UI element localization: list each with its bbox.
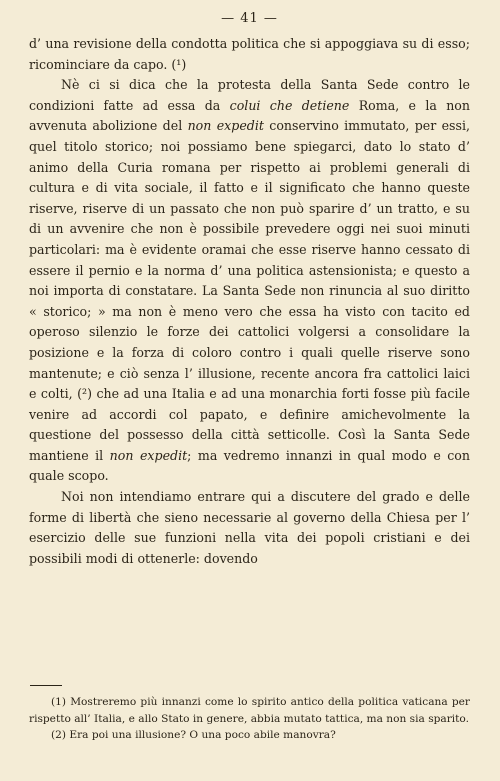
footnote-1: (1) Mostreremo più innanzi come lo spirito antico della politica vaticana per rispetto all’ Italia, e allo Stato in genere, abbia mutato tattica, ma non sia sparito. xyxy=(29,696,470,725)
footnote-divider xyxy=(30,685,62,686)
paragraph-1 xyxy=(29,34,470,75)
page-number: — 41 — xyxy=(221,11,278,26)
paragraph-3 xyxy=(29,487,470,569)
paragraph-3-text: Noi non intendiamo entrare qui a discutere del grado e delle forme di libertà che sieno necessarie al governo della Chiesa per l’ esercizio delle sue funzioni nella vita dei popoli cristiani e dei possibili modi di ottenerle: dovendo xyxy=(29,489,470,566)
italic-non-expedit-2: non expedit xyxy=(109,447,188,463)
paragraph-2 xyxy=(29,75,470,487)
body-text xyxy=(29,34,470,569)
paragraph-1-text: d’ una revisione della condotta politica che si appoggiava su di esso; ricominciare da capo. (¹) xyxy=(29,36,470,72)
italic-colui-che-detiene: colui che detiene xyxy=(229,97,350,113)
paragraph-2-text-3: conservino immutato, per essi, quel titolo storico; noi possiamo bene spiegarci, dato lo stato d’ animo della Curia romana per rispetto ai problemi generali di cultura e di vita sociale, il fatto e il significato che hanno queste riserve, riserve di un passato che non può sparire d’ un tratto, e su di un avvenire che non è possibile prevedere oggi nei suoi minuti particolari: ma è evidente oramai che esse riserve hanno cessato di essere il pernio e la norma d’ una politica astensionista; e questo a noi importa di constatare. La Santa Sede non rinuncia al suo diritto « storico; » ma non è meno vero che essa ha visto con tacito ed operoso silenzio le forze dei cattolici volgersi a consolidare la posizione e la forza di coloro contro i quali quelle riserve sono mantenute; e ciò senza l’ illusione, recente ancora fra cattolici laici e colti, (²) che ad una Italia e ad una monarchia forti fosse più facile venire ad accordi col papato, e definire amichevolmente la questione del possesso della città setticolle. Così la Santa Sede mantiene il xyxy=(29,118,470,463)
footnotes xyxy=(29,694,470,744)
paragraph-2-text-4: ; ma vedremo innanzi in qual modo e con quale scopo. xyxy=(29,447,471,484)
paragraph-2-text-1: Nè ci si dica che la protesta della Santa Sede contro le condizioni fatte ad essa da xyxy=(29,77,470,113)
paragraph-2-text-2: Roma, e la non avvenuta abolizione del xyxy=(29,97,470,134)
footnote-2: (2) Era poi una illusione? O una poco abile manovra? xyxy=(51,729,336,741)
italic-non-expedit-1: non expedit xyxy=(187,118,264,134)
